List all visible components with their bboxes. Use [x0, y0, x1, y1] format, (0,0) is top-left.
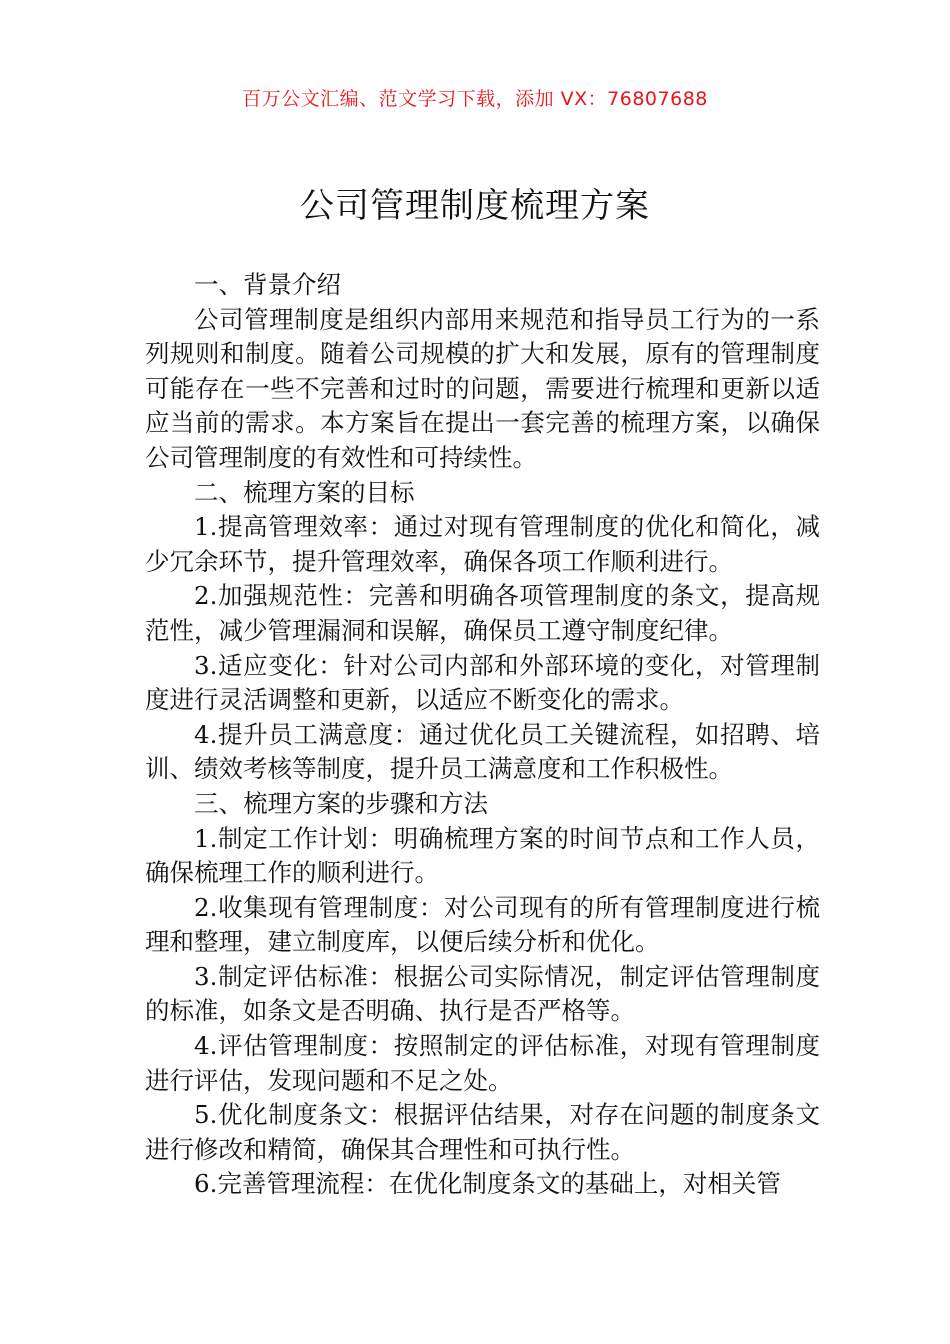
- header-note: 百万公文汇编、范文学习下载，添加 VX：76807688: [242, 88, 708, 110]
- document-body: [145, 268, 820, 1202]
- section-heading-goals: 二、梳理方案的目标: [194, 477, 415, 507]
- paragraph: 1.提高管理效率：通过对现有管理制度的优化和简化，减少冗余环节，提升管理效率，确保各项工作顺利进行。: [145, 512, 820, 576]
- paragraph: 1.制定工作计划：明确梳理方案的时间节点和工作人员，确保梳理工作的顺利进行。: [145, 823, 820, 888]
- paragraph: 3.适应变化：针对公司内部和外部环境的变化，对管理制度进行灵活调整和更新，以适应不断变化的需求。: [145, 650, 820, 715]
- section-heading-background: 一、背景介绍: [194, 270, 341, 299]
- paragraph: 公司管理制度是组织内部用来规范和指导员工行为的一系列规则和制度。随着公司规模的扩大和发展，原有的管理制度可能存在一些不完善和过时的问题，需要进行梳理和更新以适应当前的需求。本方案旨在提出一套完善的梳理方案，以确保公司管理制度的有效性和可持续性。: [145, 304, 820, 472]
- document-title: 公司管理制度梳理方案: [300, 186, 650, 226]
- paragraph: 2.加强规范性：完善和明确各项管理制度的条文，提高规范性，减少管理漏洞和误解，确保员工遵守制度纪律。: [145, 581, 820, 645]
- paragraph: 4.提升员工满意度：通过优化员工关键流程，如招聘、培训、绩效考核等制度，提升员工满意度和工作积极性。: [145, 719, 820, 784]
- paragraph: 2.收集现有管理制度：对公司现有的所有管理制度进行梳理和整理，建立制度库，以便后续分析和优化。: [145, 892, 820, 957]
- paragraph: 6.完善管理流程：在优化制度条文的基础上，对相关管: [194, 1169, 781, 1199]
- paragraph: 5.优化制度条文：根据评估结果，对存在问题的制度条文进行修改和精简，确保其合理性和可执行性。: [145, 1100, 820, 1164]
- paragraph: 4.评估管理制度：按照制定的评估标准，对现有管理制度进行评估，发现问题和不足之处。: [145, 1031, 820, 1095]
- paragraph: 3.制定评估标准：根据公司实际情况，制定评估管理制度的标准，如条文是否明确、执行是否严格等。: [145, 961, 820, 1026]
- section-heading-steps: 三、梳理方案的步骤和方法: [194, 788, 488, 818]
